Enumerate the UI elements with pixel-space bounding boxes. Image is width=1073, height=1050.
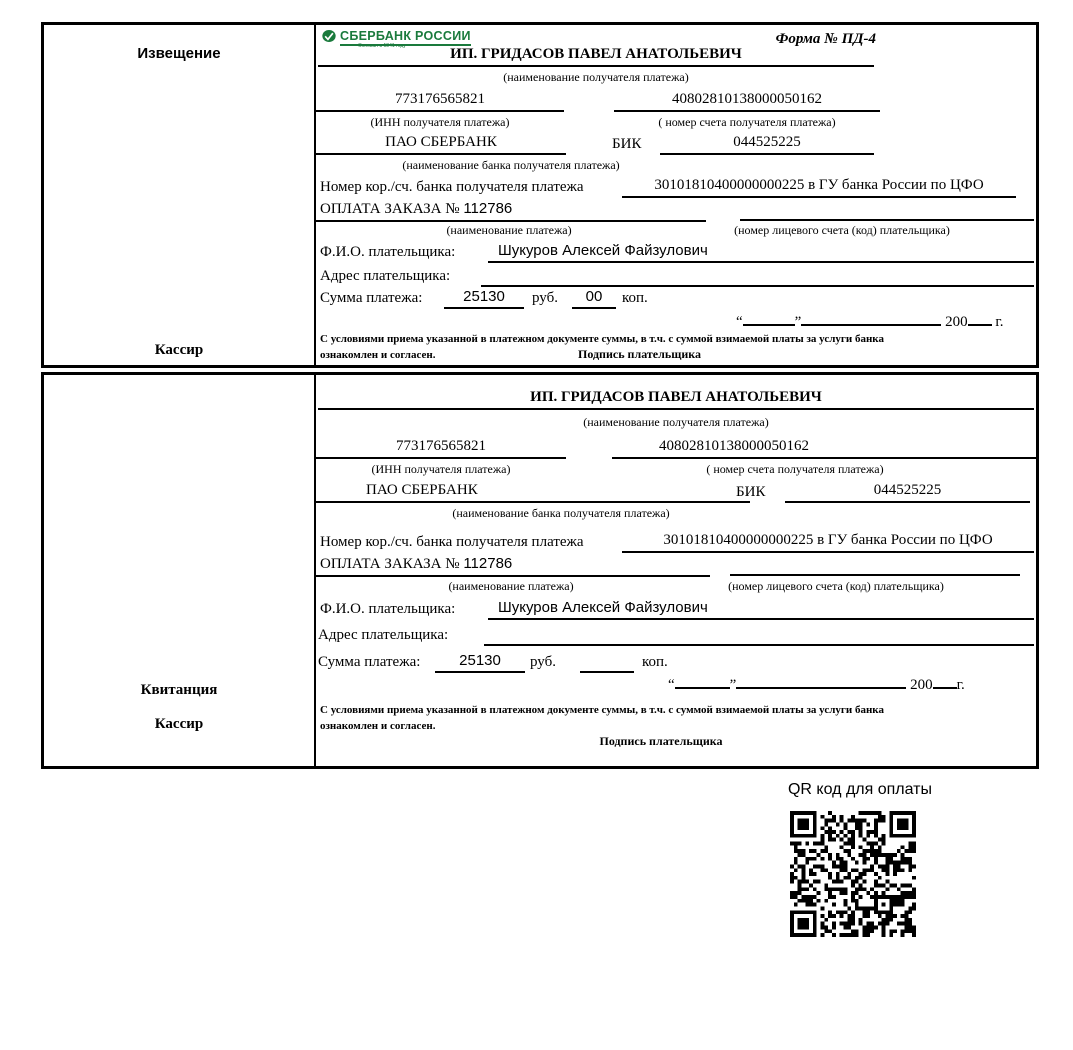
order-number: 112786 (463, 555, 513, 572)
kop-label: коп. (622, 290, 648, 306)
inn-label: (ИНН получателя платежа) (371, 462, 511, 476)
agreement-text-2: ознакомлен и согласен. (320, 349, 436, 361)
payment-purpose (316, 553, 710, 577)
payer-name-value: Шукуров Алексей Файзулович (488, 597, 1034, 620)
date-line (736, 309, 1004, 333)
corr-account-label: Номер кор./сч. банка получателя платежа (320, 534, 584, 550)
account-value: 40802810138000050162 (614, 89, 880, 112)
form-number: Форма № ПД-4 (775, 31, 876, 47)
payer-name-value: Шукуров Алексей Файзулович (488, 240, 1034, 263)
notice-section (41, 22, 1039, 368)
brand-name: СБЕРБАНК РОССИИ (340, 29, 471, 46)
agreement-text-2: ознакомлен и согласен. (320, 720, 436, 732)
quote-close: ” (729, 677, 737, 693)
bank-name-label: (наименование банка получателя платежа) (402, 158, 620, 172)
signature-label: Подпись плательщика (599, 734, 723, 748)
rub-label: руб. (532, 290, 558, 306)
bik-label: БИК (612, 136, 642, 152)
bik-value: 044525225 (785, 480, 1030, 503)
personal-account-line (740, 198, 1034, 221)
sum-label: Сумма платежа: (320, 290, 423, 306)
year-suffix: г. (956, 677, 965, 693)
inn-label: (ИНН получателя платежа) (370, 115, 510, 129)
notice-form (316, 25, 1036, 365)
notice-title: Извещение (137, 45, 221, 62)
inn-value: 773176565821 (316, 436, 566, 459)
account-label: ( номер счета получателя платежа) (706, 462, 884, 476)
receipt-section (41, 372, 1039, 769)
payment-purpose-text: ОПЛАТА ЗАКАЗА № (320, 556, 460, 572)
corr-account-label: Номер кор./сч. банка получателя платежа (320, 179, 584, 195)
bik-label: БИК (736, 484, 766, 500)
account-value: 40802810138000050162 (612, 436, 1036, 459)
bank-name-label: (наименование банка получателя платежа) (452, 506, 670, 520)
payer-name-label: Ф.И.О. плательщика: (320, 244, 456, 260)
quote-open: “ (736, 314, 743, 330)
recipient-name-label: (наименование получателя платежа) (503, 70, 689, 84)
payer-address-label: Адрес плательщика: (320, 268, 451, 284)
year-prefix: 200 (910, 677, 933, 693)
account-label: ( номер счета получателя платежа) (658, 115, 836, 129)
payer-address-line (484, 623, 1034, 646)
sum-kop-line (580, 650, 634, 673)
payer-address-label: Адрес плательщика: (318, 627, 449, 643)
payer-name-label: Ф.И.О. плательщика: (320, 601, 456, 617)
date-line (668, 672, 965, 696)
payment-name-label: (наименование платежа) (446, 223, 572, 237)
recipient-name-label: (наименование получателя платежа) (583, 415, 769, 429)
cashier-label: Кассир (154, 342, 204, 358)
sberbank-emblem-icon (322, 29, 336, 45)
personal-account-label: (номер лицевого счета (код) плательщика) (734, 223, 950, 237)
cashier-label: Кассир (154, 716, 204, 732)
payment-purpose (316, 198, 706, 222)
sum-rub-value: 25130 (435, 650, 525, 673)
order-number: 112786 (463, 200, 513, 217)
personal-account-label: (номер лицевого счета (код) плательщика) (728, 579, 944, 593)
sum-kop-value: 00 (572, 286, 616, 309)
agreement-text-1: С условиями приема указанной в платежном документе суммы, в т.ч. с суммой взимаемой платы за услуги банка (320, 333, 884, 345)
agreement-text-1: С условиями приема указанной в платежном документе суммы, в т.ч. с суммой взимаемой платы за услуги банка (320, 704, 884, 716)
quote-close: ” (794, 314, 802, 330)
signature-label: Подпись плательщика (578, 347, 701, 361)
payment-purpose-text: ОПЛАТА ЗАКАЗА № (320, 201, 460, 217)
year-suffix: г. (995, 314, 1004, 330)
quote-open: “ (668, 677, 675, 693)
recipient-name: ИП. ГРИДАСОВ ПАВЕЛ АНАТОЛЬЕВИЧ (318, 387, 1034, 410)
bank-name: ПАО СБЕРБАНК (316, 132, 566, 155)
receipt-form (316, 375, 1036, 766)
payer-address-line (481, 264, 1034, 287)
corr-account-value: 30101810400000000225 в ГУ банка России по ЦФО (622, 530, 1034, 553)
qr-code (790, 811, 916, 937)
receipt-title: Квитанция (140, 682, 218, 698)
inn-value: 773176565821 (316, 89, 564, 112)
sum-rub-value: 25130 (444, 286, 524, 309)
notice-stub (44, 25, 316, 365)
bank-name: ПАО СБЕРБАНК (316, 480, 750, 503)
receipt-stub (44, 375, 316, 766)
sum-label: Сумма платежа: (318, 654, 421, 670)
recipient-name: ИП. ГРИДАСОВ ПАВЕЛ АНАТОЛЬЕВИЧ (318, 44, 874, 67)
corr-account-value: 30101810400000000225 в ГУ банка России по ЦФО (622, 175, 1016, 198)
bik-value: 044525225 (660, 132, 874, 155)
payment-name-label: (наименование платежа) (448, 579, 574, 593)
rub-label: руб. (530, 654, 556, 670)
personal-account-line (730, 553, 1020, 576)
kop-label: коп. (642, 654, 668, 670)
brand-tagline: Основан в 1841 году (358, 43, 406, 49)
qr-label: QR код для оплаты (787, 781, 932, 798)
year-prefix: 200 (945, 314, 968, 330)
